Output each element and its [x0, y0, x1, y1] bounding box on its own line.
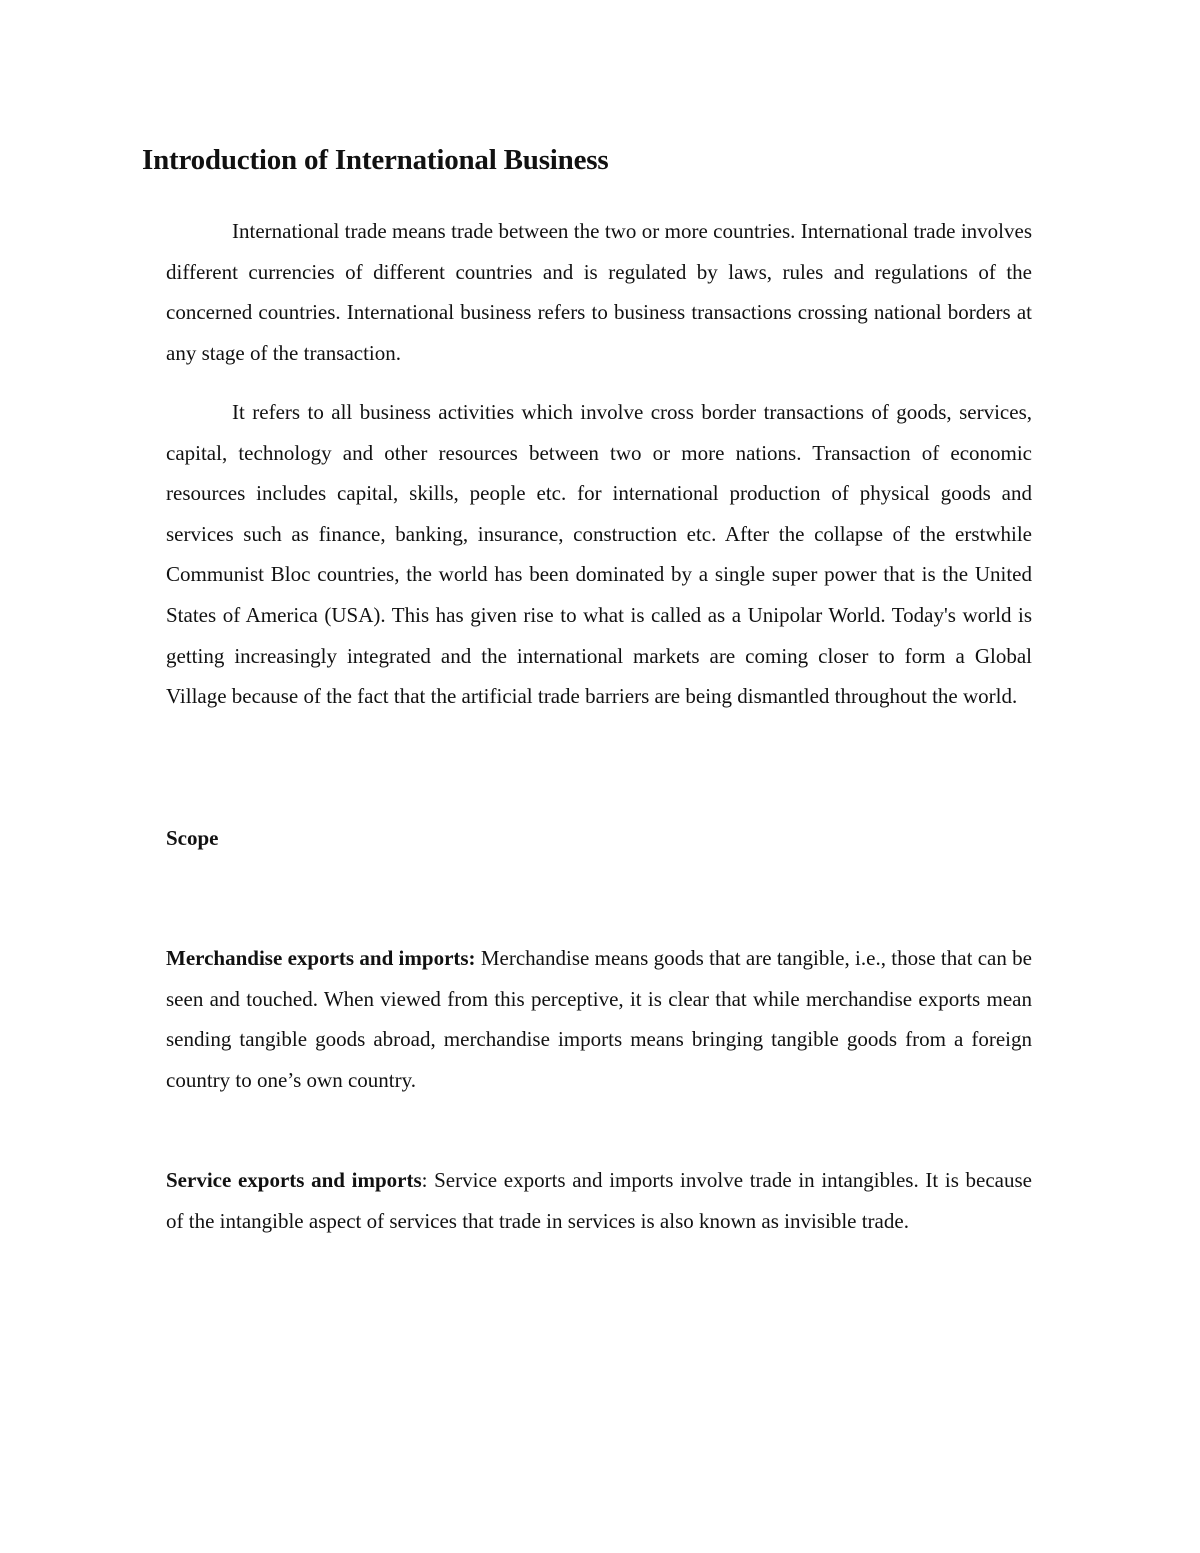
service-paragraph — [166, 1160, 1032, 1241]
scope-of-business-paragraph: It refers to all business activities which involve cross border transactions of goods, services, capital, technology and other resources between two or more nations. Transaction of economic resources includes capital, skills, people etc. for international production of physical goods and services such as finance, banking, insurance, construction etc. After the collapse of the erstwhile Communist Bloc countries, the world has been dominated by a single super power that is the United States of America (USA). This has given rise to what is called as a Unipolar World. Today's world is getting increasingly integrated and the international markets are coming closer to form a Global Village because of the fact that the artificial trade barriers are being dismantled throughout the world. — [166, 400, 1032, 709]
merchandise-paragraph — [166, 938, 1032, 1100]
merchandise-term: Merchandise exports and imports: — [166, 946, 476, 970]
scope-heading: Scope — [166, 826, 219, 850]
document-title: Introduction of International Business — [142, 144, 609, 176]
service-term: Service exports and imports — [166, 1168, 422, 1192]
intro-paragraph: International trade means trade between the two or more countries. International trade involves different currencies of different countries and is regulated by laws, rules and regulations of the concerned countries. International business refers to business transactions crossing national borders at any stage of the transaction. — [166, 219, 1032, 365]
merchandise-description: Merchandise means goods that are tangible, i.e., those that can be seen and touched. When viewed from this perceptive, it is clear that while merchandise exports mean sending tangible goods abroad, merchandise imports means bringing tangible goods from a foreign country to one’s own country. — [166, 946, 1032, 1092]
service-description: : Service exports and imports involve trade in intangibles. It is because of the intangible aspect of services that trade in services is also known as invisible trade. — [166, 1168, 1032, 1233]
